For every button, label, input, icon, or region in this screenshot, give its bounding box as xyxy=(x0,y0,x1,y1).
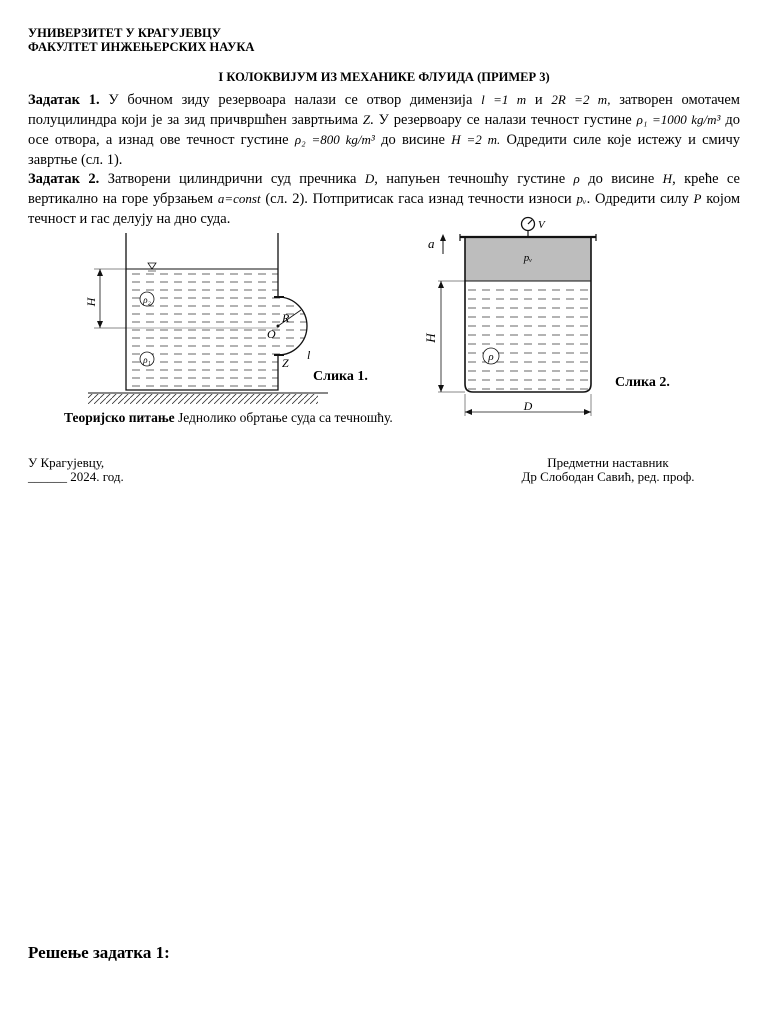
university-name: УНИВЕРЗИТЕТ У КРАГУЈЕВЦУ xyxy=(28,26,221,40)
label-V: V xyxy=(538,219,545,231)
figure-2-vessel-diagram xyxy=(424,214,604,418)
theory-label: Теоријско питање xyxy=(64,410,175,425)
label-pv: pᵥ xyxy=(523,252,533,264)
label-rho: ρ xyxy=(488,351,494,363)
footer-place-date xyxy=(28,456,124,484)
footer-signature xyxy=(510,456,706,484)
liquid-region xyxy=(126,269,278,390)
surface-marker-icon xyxy=(148,263,156,269)
label-D: D xyxy=(523,399,533,413)
figure-2-caption: Слика 2. xyxy=(615,375,670,390)
university-header xyxy=(28,26,254,54)
label-rho2: ρ₂ xyxy=(143,295,151,305)
label-R: R xyxy=(282,311,290,325)
footer-role: Предметни наставник xyxy=(547,455,669,470)
label-l: l xyxy=(307,348,311,362)
task-2-label: Задатак 2. xyxy=(28,171,100,187)
figure-1-tank-diagram xyxy=(84,230,328,410)
task-2: Задатак 2. Затворени цилиндрични суд пречника D, напуњен течношћу густине ρ до висине H, креће се вертикално на горе убрзањем a=const (сл. 2). Потпритисак гаса изнад течности износи pᵥ. Одредити силу P којом течност и гас делују на дно суда. xyxy=(28,171,740,227)
label-Z: Z xyxy=(282,356,289,370)
liquid-region xyxy=(465,281,591,392)
label-O: O xyxy=(267,327,276,341)
half-cylinder-cover xyxy=(278,297,307,355)
figure-1-caption: Слика 1. xyxy=(313,369,368,384)
footer-year: ______ 2024. год. xyxy=(28,469,124,484)
acceleration-arrow-icon xyxy=(440,234,446,241)
ground-hatch xyxy=(88,394,318,404)
faculty-name: ФАКУЛТЕТ ИНЖЕЊЕРСКИХ НАУКА xyxy=(28,40,255,54)
label-H: H xyxy=(423,333,438,343)
theory-text: Једнолико обртање суда са течношћу. xyxy=(174,410,393,425)
task-1: Задатак 1. У бочном зиду резервоара налази се отвор димензија l =1 m и 2R =2 m, затворен омотачем полуцилиндра који је за зид причвршћен завртњима Z. У резервоару се налази течност густине ρ₁ =1000 kg/m³ до осе отвора, а изнад ове течност густине ρ₂ =800 kg/m³ до висине H =2 m. Одредити силе које истежу и смичу завртње (сл. 1). xyxy=(28,92,740,168)
solution-heading: Решење задатка 1: xyxy=(28,943,170,962)
footer-place: У Крагујевцу, xyxy=(28,455,105,470)
theory-question xyxy=(64,410,393,426)
footer-name: Др Слободан Савић, ред. проф. xyxy=(521,469,695,484)
document-title: I КОЛОКВИЈУМ ИЗ МЕХАНИКЕ ФЛУИДА (ПРИМЕР 3) xyxy=(218,70,550,84)
label-H: H xyxy=(84,297,98,307)
label-a: a xyxy=(428,236,435,251)
label-rho1: ρ₁ xyxy=(143,355,151,365)
task-1-label: Задатак 1. xyxy=(28,92,100,108)
